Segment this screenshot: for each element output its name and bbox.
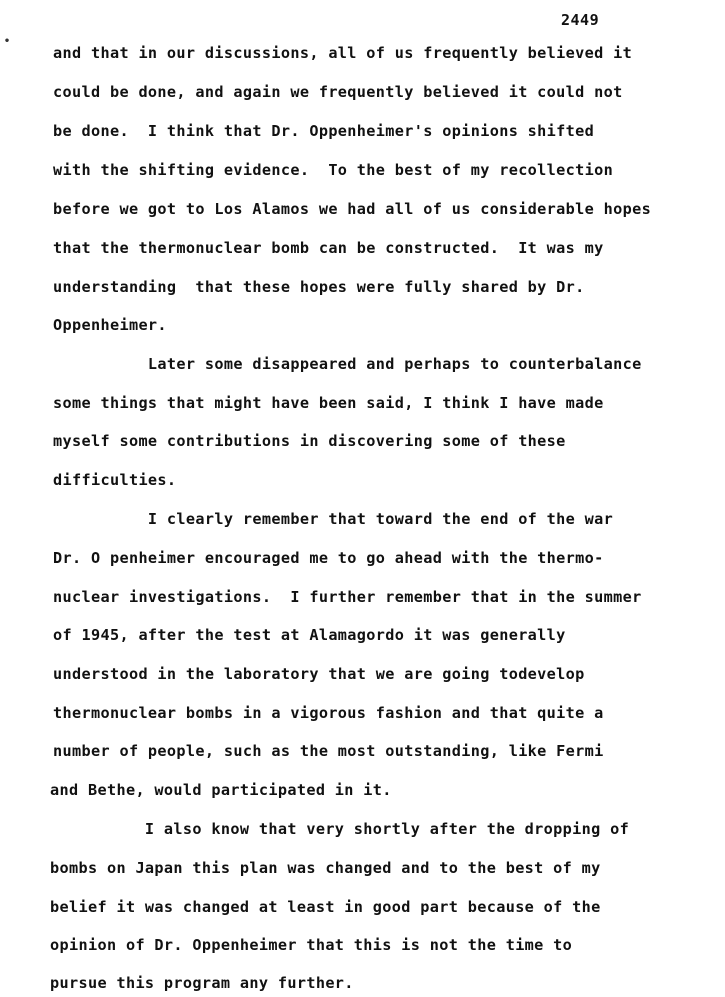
text-line-18: thermonuclear bombs in a vigorous fashion and that quite a xyxy=(53,704,604,722)
text-line-17: understood in the laboratory that we are going todevelop xyxy=(53,665,585,683)
text-line-16: of 1945, after the test at Alamagordo it was generally xyxy=(53,626,566,644)
text-line-20: and Bethe, would participated in it. xyxy=(50,781,392,799)
text-line-8: Oppenheimer. xyxy=(53,316,167,334)
text-line-15: nuclear investigations. I further remember that in the summer xyxy=(53,588,642,606)
text-line-24: opinion of Dr. Oppenheimer that this is not the time to xyxy=(50,936,573,954)
text-line-11: myself some contributions in discovering some of these xyxy=(53,432,566,450)
text-line-23: belief it was changed at least in good part because of the xyxy=(50,898,601,916)
text-line-14: Dr. O penheimer encouraged me to go ahead with the thermo- xyxy=(53,549,604,567)
text-line-21: I also know that very shortly after the dropping of xyxy=(50,820,630,838)
text-line-5: before we got to Los Alamos we had all of us considerable hopes xyxy=(53,200,652,218)
text-line-25: pursue this program any further. xyxy=(50,974,354,992)
text-line-22: bombs on Japan this plan was changed and to the best of my xyxy=(50,859,601,877)
text-line-7: understanding that these hopes were fully shared by Dr. xyxy=(53,278,585,296)
text-line-3: be done. I think that Dr. Oppenheimer's opinions shifted xyxy=(53,122,595,140)
text-line-13: I clearly remember that toward the end of the war xyxy=(53,510,614,528)
text-line-6: that the thermonuclear bomb can be constructed. It was my xyxy=(53,239,604,257)
text-line-9: Later some disappeared and perhaps to counterbalance xyxy=(53,355,642,373)
text-line-4: with the shifting evidence. To the best of my recollection xyxy=(53,161,614,179)
text-line-1: and that in our discussions, all of us frequently believed it xyxy=(53,44,633,62)
text-line-10: some things that might have been said, I think I have made xyxy=(53,394,604,412)
text-line-12: difficulties. xyxy=(53,471,177,489)
text-line-19: number of people, such as the most outstanding, like Fermi xyxy=(53,742,604,760)
text-line-2: could be done, and again we frequently believed it could not xyxy=(53,83,623,101)
page-number: 2449 xyxy=(561,11,600,29)
margin-mark: • xyxy=(4,36,11,47)
